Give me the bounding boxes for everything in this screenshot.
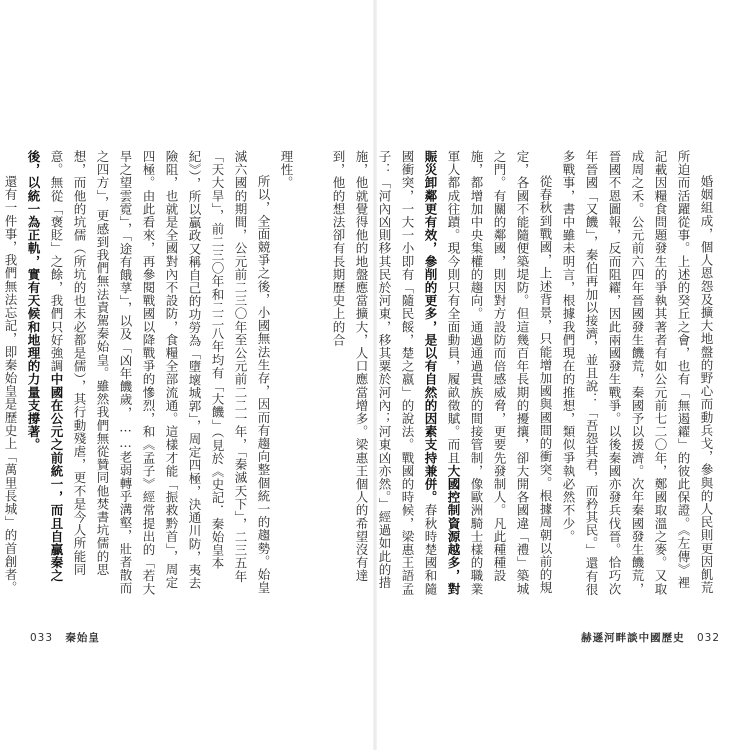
emphasized-text: 大國控制資源越多，對賑災卸鄰更有效，參削的更多，是以有自然的因素支持兼併。: [423, 150, 461, 596]
right-page-footer: [581, 630, 720, 645]
body-text: 還有一件事，我們無法忘記，即秦始皇是歷史上「萬里長城」的首創者。: [3, 175, 18, 595]
paragraph: [0, 150, 22, 600]
running-title: 秦始皇: [65, 632, 100, 644]
paragraph: [275, 150, 298, 600]
paragraph: [327, 150, 557, 600]
page-number: 033: [30, 632, 54, 644]
emphasized-text: 中國在公元之前統一，而且自贏秦之後，以統一為正軌，實有天候和地理的力量支撐著。: [26, 150, 64, 583]
right-page: [331, 0, 750, 750]
left-page-text: [3, 150, 298, 600]
right-page-text: [331, 150, 718, 600]
body-text: 理性。: [279, 150, 294, 190]
body-text: 春秋時楚國和隨國衝突，一大一小即有「隨民餒，楚之嬴」的說法。戰國的時候，梁惠王語孟子：「河內凶則移其民於河東，移其粟於河內；河東凶亦然。」經過如此的措施，他就覺得他的地盤應當擴大，人口應當增多。梁惠王個人的希望沒有達到，他的想法卻有長期歷史上的合: [331, 150, 438, 596]
paragraph: [22, 150, 275, 600]
page-number: 032: [696, 632, 720, 644]
running-title: 赫遜河畔談中國歷史: [581, 632, 685, 644]
body-text: 從春秋到戰國，上述背景，只能增加國與國間的衝突。根據周朝以前的規定，各國不能隨便築堤防。但這幾百年長期的擾攘，卻大開各國違「禮」築城之門。有關的鄰國，則因對方設防而倍感威脅，更要先發制人。凡此種種設施，都增加中央集權的趨向。通過通過貴族的間接管制，像歐洲騎士樣的職業軍人都成往蹟。現今則只有全面動員，履畝徵賦。而且: [446, 150, 553, 596]
body-text: 婚姻組成，個人恩怨及擴大地盤的野心而動兵戈，參與的人民則更因飢荒所迫而活躍從事。上述的癸丘之會，也有「無遏糴」的彼此保證。《左傳》裡記載因糧食問題發生的爭執其著者有如公元前七二〇年，鄭國取溫之麥。又取成周之禾。公元前六四年晉國發生饑荒，秦國予以援濟。次年秦國發生饑荒，晉國不恩圖報，反而阻糴，因此兩國發生戰爭。以後秦國亦發兵伐晉。恰巧次年晉國「又饑」，秦伯再加以接濟，並且說：「吾怨其君，而矜其民。」還有很多戰事，書中雖未明言，根據我們現在的推想，類似爭執必然不少。: [561, 150, 714, 596]
body-text: 所以，全面競爭之後，小國無法生存，因而有趨向整個統一的趨勢。始皇滅六國的期間，公元前二三〇年至公元前二二一年，「秦滅天下」，二三五年「天大旱」，前二三〇年和二二八年均有「大饑」（見於《史記．秦始皇本紀》），所以贏政又稱自己的功勞為「墮壞城郭」，周定四極，決通川防，夷去險阻，也就是全國對內不設防，食糧全部流通。這樣才能「振救黔首」，周定四極。由此看來，再參閱戰國以降戰爭的慘烈，和《孟子》經常提出的「若大旱之望雲霓」，「途有餓莩」，以及「凶年饑歲，……老弱轉乎溝壑，壯者散而之四方」，更感到我們無法責駕秦始皇。雖然我們無從贊同他焚書坑儒的思想，而他的坑儒（所坑的也未必都是儒），其行動殘虐，更不是今人所能同意。無從「褒貶」之餘，我們只好強調: [49, 150, 271, 596]
paragraph: [557, 150, 718, 600]
left-page-footer: [30, 630, 100, 645]
